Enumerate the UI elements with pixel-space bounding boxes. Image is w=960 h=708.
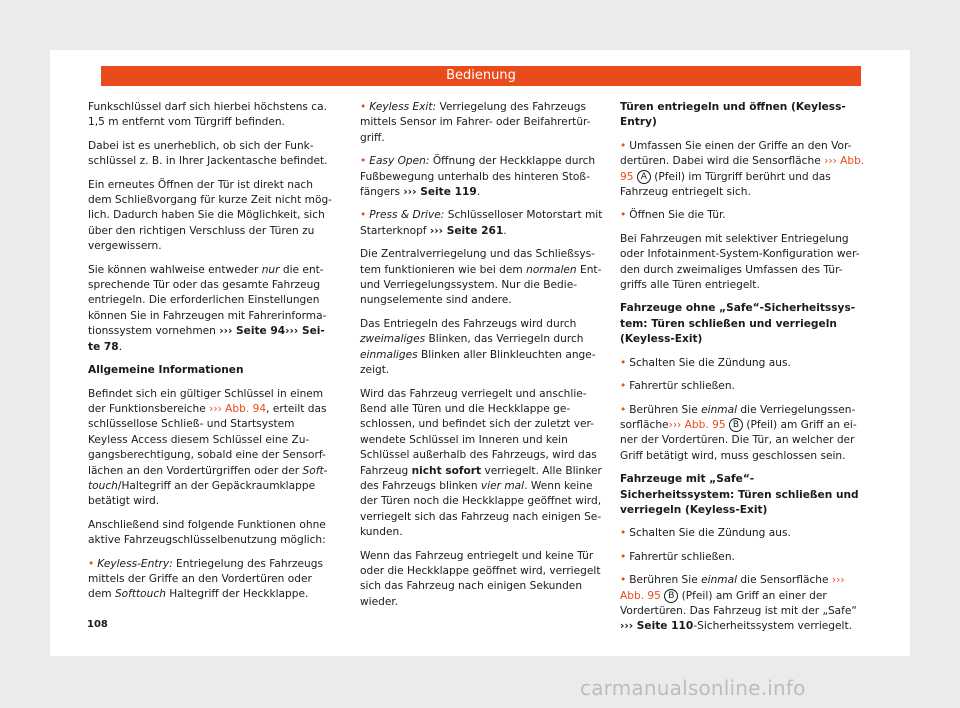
paragraph: Funkschlüssel darf sich hierbei höchstens ca. 1,5 m entfernt vom Türgriff befinden. — [88, 101, 327, 129]
bullet-icon: • — [620, 403, 627, 416]
bullet-item: • Keyless Exit: Verriegelung des Fahrzeugs mittels Sensor im Fahrer- oder Beifahrertür-griff. — [360, 101, 591, 144]
subheading: Fahrzeuge ohne „Safe“-Sicherheitssys-tem: Türen schließen und verriegeln (Keyless-Exit) — [620, 302, 856, 346]
paragraph: Ein erneutes Öffnen der Tür ist direkt nach dem Schließvorgang für kurze Zeit nicht mög-lich. Dadurch haben Sie die Möglichkeit, sich über den richtigen Verschluss der Türen zu vergewissern. — [88, 178, 333, 253]
bullet-icon: • — [360, 209, 367, 222]
bullet-item: • Fahrertür schließen. — [620, 550, 735, 563]
callout-marker-a: A — [637, 170, 651, 184]
bullet-item: • Easy Open: Öffnung der Heckklappe durch Fußbewegung unterhalb des hinteren Stoß-fängers ››› Seite 119. — [360, 155, 596, 199]
subheading: Allgemeine Informationen — [88, 364, 244, 377]
bullet-icon: • — [620, 209, 627, 222]
column-3 — [620, 100, 866, 643]
bullet-icon: • — [620, 139, 627, 152]
figure-reference-link[interactable]: ››› Abb. 95 — [668, 418, 726, 431]
bullet-icon: • — [620, 380, 627, 393]
page-reference-link[interactable]: ››› Seite 94››› Sei-te 78 — [88, 325, 325, 353]
figure-reference-link[interactable]: ››› Abb. 95 — [620, 155, 865, 183]
paragraph: Sie können wahlweise entweder nur die ent-sprechende Tür oder das gesamte Fahrzeug entriegeln. Die erforderlichen Einstellungen können Sie in Fahrzeugen mit Fahrerinforma-tionssystem vornehmen ››› Seite 94››› Sei-te 78. — [88, 263, 327, 353]
paragraph: Wird das Fahrzeug verriegelt und anschlie-ßend alle Türen und die Heckklappe ge-schlossen, und befindet sich der zuletzt ver-wendete Schlüssel im Inneren und kein Schlüssel außerhalb des Fahrzeugs, wird das Fahrzeug nicht sofort verriegelt. Alle Blinker des Fahrzeugs blinken vier mal. Wenn keine der Türen noch die Heckklappe geöffnet wird, verriegelt sich das Fahrzeug nach einigen Se-kunden. — [360, 387, 602, 539]
figure-reference-link[interactable]: ››› Abb. 94 — [209, 402, 267, 415]
paragraph: Dabei ist es unerheblich, ob sich der Funk-schlüssel z. B. in Ihrer Jackentasche befindet. — [88, 139, 328, 168]
callout-marker-b: B — [729, 418, 743, 432]
paragraph: Befindet sich ein gültiger Schlüssel in einem der Funktionsbereiche ››› Abb. 94, erteilt das schlüssellose Schließ- und Startsystem Keyless Access diesem Schlüssel eine Zu-gangsberechtigung, sobald eine der Sensorf-lächen an den Vordertürgriffen oder der Soft-touch/Haltegriff an der Gepäckraumklappe betätigt wird. — [88, 387, 328, 508]
paragraph: Das Entriegeln des Fahrzeugs wird durch zweimaliges Blinken, das Verriegeln durch einmaliges Blinken aller Blinkleuchten ange-zeigt. — [360, 317, 596, 377]
paragraph: Wenn das Fahrzeug entriegelt und keine Tür oder die Heckklappe geöffnet wird, verriegelt sich das Fahrzeug nach einigen Sekunden wieder. — [360, 549, 601, 608]
paragraph: Die Zentralverriegelung und das Schließsys-tem funktionieren wie bei dem normalen Ent- und Verriegelungssystem. Nur die Bedie-nungselemente sind andere. — [360, 248, 602, 307]
bullet-item: • Fahrertür schließen. — [620, 380, 735, 393]
section-header: Bedienung — [101, 66, 861, 86]
figure-reference-link[interactable]: ››› Abb. 95 — [620, 574, 845, 602]
paragraph: Anschließend sind folgende Funktionen ohne aktive Fahrzeugschlüsselbenutzung möglich: — [88, 518, 326, 547]
page-reference-link[interactable]: ››› Seite 261 — [429, 224, 504, 237]
paragraph: Bei Fahrzeugen mit selektiver Entriegelung oder Infotainment-System-Konfiguration wer-den durch zweimaliges Umfassen des Tür-griffs alle Türen entriegelt. — [620, 232, 860, 292]
bullet-icon: • — [620, 527, 627, 540]
bullet-icon: • — [360, 101, 367, 113]
bullet-icon: • — [88, 557, 95, 570]
bullet-item: • Schalten Sie die Zündung aus. — [620, 356, 791, 369]
page-number: 108 — [87, 619, 108, 630]
bullet-item: • Keyless-Entry: Entriegelung des Fahrzeugs mittels der Griffe an den Vordertüren oder dem Softtouch Haltegriff der Heckklappe. — [88, 557, 323, 601]
bullet-icon: • — [620, 356, 627, 369]
subheading: Fahrzeuge mit „Safe“-Sicherheitssystem: Türen schließen und verriegeln (Keyless-Exit) — [620, 473, 859, 516]
page-reference-link[interactable]: ››› Seite 119 — [403, 186, 477, 199]
bullet-item: • Umfassen Sie einen der Griffe an den Vor-dertüren. Dabei wird die Sensorfläche ››› Abb. 95 A (Pfeil) im Türgriff berührt und das Fahrzeug entriegelt sich. — [620, 139, 865, 199]
bullet-icon: • — [620, 550, 627, 563]
bullet-item: • Schalten Sie die Zündung aus. — [620, 527, 791, 540]
bullet-item: • Berühren Sie einmal die Verriegelungssen-sorfläche››› Abb. 95 B (Pfeil) am Griff an ei-ner der Vordertüren. Die Tür, an welcher der Griff betätigt wird, muss geschlossen sein. — [620, 403, 857, 462]
callout-marker-b: B — [664, 589, 678, 603]
page-reference-link[interactable]: ››› Seite 110 — [620, 620, 694, 633]
bullet-icon: • — [360, 155, 367, 168]
bullet-item: • Öffnen Sie die Tür. — [620, 209, 726, 222]
subheading: Türen entriegeln und öffnen (Keyless-Entry) — [620, 101, 846, 129]
bullet-item: • Berühren Sie einmal die Sensorfläche ››› Abb. 95 B (Pfeil) am Griff an einer der Vordertüren. Das Fahrzeug ist mit der „Safe“ ››› Seite 110-Sicherheitssystem verriegelt. — [620, 574, 857, 633]
watermark: carmanualsonline.info — [580, 676, 806, 700]
column-2 — [360, 100, 606, 618]
column-1 — [88, 100, 334, 611]
bullet-item: • Press & Drive: Schlüsselloser Motorstart mit Starterknopf ››› Seite 261. — [360, 209, 603, 237]
bullet-icon: • — [620, 574, 627, 587]
